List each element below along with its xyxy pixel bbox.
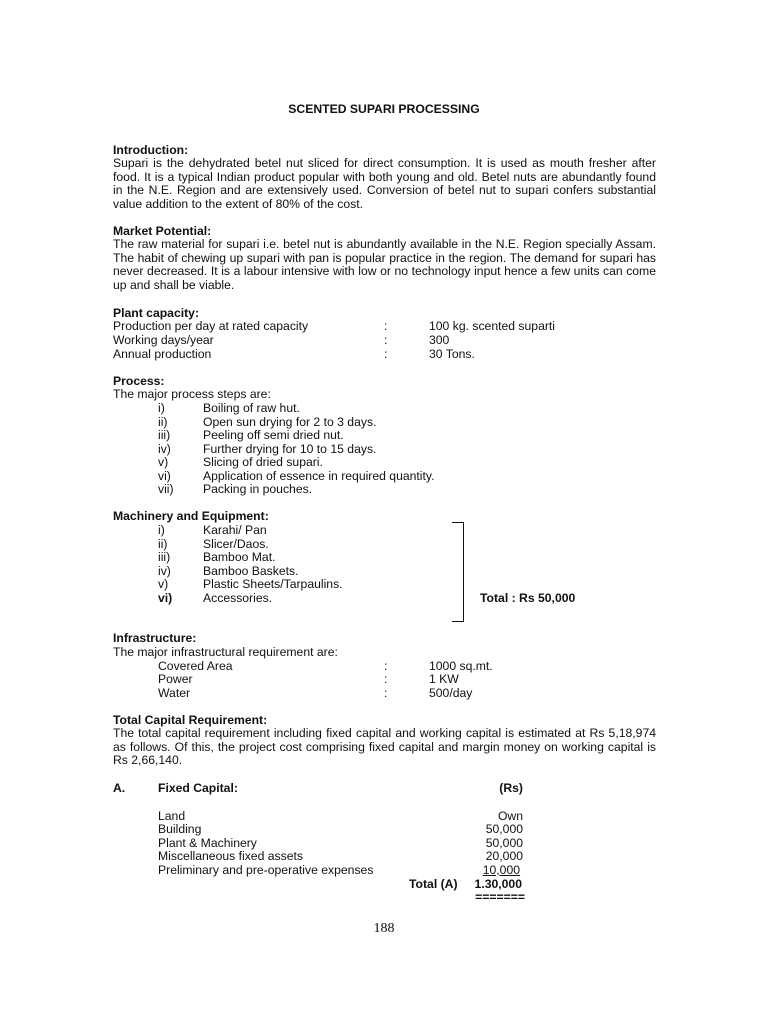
fixed-capital-row-label: Building: [158, 822, 202, 836]
process-heading: Process:: [113, 374, 165, 388]
fixed-capital-row-value: 20,000: [485, 849, 523, 863]
infrastructure-row-separator: :: [384, 659, 388, 673]
machinery-item-text: Accessories.: [203, 591, 273, 605]
plant-capacity-heading: Plant capacity:: [113, 306, 200, 320]
machinery-item-number: v): [158, 577, 169, 591]
machinery-item-text: Slicer/Daos.: [203, 537, 269, 551]
process-step-number: i): [158, 401, 165, 415]
capital-heading: Total Capital Requirement:: [113, 713, 268, 727]
process-step-text: Application of essence in required quantity.: [203, 469, 435, 483]
fixed-capital-total-value: 1.30,000: [474, 877, 522, 891]
machinery-item-text: Bamboo Mat.: [203, 550, 276, 564]
process-step-number: iv): [158, 442, 171, 456]
infrastructure-intro: The major infrastructural requirement are:: [113, 645, 338, 659]
plant-row-separator: :: [384, 347, 388, 361]
introduction-heading: Introduction:: [113, 143, 189, 157]
infrastructure-row-separator: :: [384, 686, 388, 700]
market-potential-heading: Market Potential:: [113, 224, 212, 238]
fixed-capital-row-value: 50,000: [485, 822, 523, 836]
machinery-item-number: ii): [158, 537, 168, 551]
machinery-item-text: Plastic Sheets/Tarpaulins.: [203, 577, 343, 591]
plant-row-value: 300: [429, 333, 450, 347]
infrastructure-row-label: Covered Area: [158, 659, 233, 673]
machinery-heading: Machinery and Equipment:: [113, 509, 269, 523]
infrastructure-row-value: 500/day: [429, 686, 473, 700]
plant-row-label: Production per day at rated capacity: [113, 319, 309, 333]
process-step-number: vii): [158, 482, 174, 496]
fixed-capital-row-label: Preliminary and pre-operative expenses: [158, 863, 374, 877]
machinery-item-text: Bamboo Baskets.: [203, 564, 299, 578]
infrastructure-row-value: 1000 sq.mt.: [429, 659, 493, 673]
fixed-capital-heading: Fixed Capital:: [158, 781, 238, 795]
process-intro: The major process steps are:: [113, 387, 271, 401]
fixed-capital-row-value: 10,000: [482, 863, 520, 877]
infrastructure-row-label: Power: [158, 672, 193, 686]
infrastructure-row-separator: :: [384, 672, 388, 686]
process-step-number: iii): [158, 428, 171, 442]
fixed-capital-unit: (Rs): [499, 781, 523, 795]
fixed-capital-row-label: Miscellaneous fixed assets: [158, 849, 303, 863]
plant-row-value: 100 kg. scented suparti: [429, 319, 556, 333]
machinery-item-number: iii): [158, 550, 171, 564]
process-step-text: Boiling of raw hut.: [203, 401, 300, 415]
plant-row-label: Working days/year: [113, 333, 214, 347]
plant-row-separator: :: [384, 333, 388, 347]
infrastructure-row-label: Water: [158, 686, 191, 700]
process-step-text: Packing in pouches.: [203, 482, 313, 496]
fixed-capital-total-label: Total (A): [409, 877, 458, 891]
introduction-text: Supari is the dehydrated betel nut sliced for direct consumption. It is used as mouth fresher after food. It is a typical Indian product popular with both young and old. Betel nuts are abundantly found in the N.E. Region and are extensively used. Conversion of betel nut to supari confers substantial value addition to the extent of 80% of the cost.: [113, 156, 656, 211]
process-step-text: Peeling off semi dried nut.: [203, 428, 344, 442]
fixed-capital-row-label: Plant & Machinery: [158, 836, 257, 850]
process-step-number: vi): [158, 469, 171, 483]
machinery-item-number: iv): [158, 564, 171, 578]
process-step-number: v): [158, 455, 169, 469]
market-potential-text: The raw material for supari i.e. betel nut is abundantly available in the N.E. Region specially Assam. The habit of chewing up supari with pan is popular practice in the region. The demand for supari has never decreased. It is a labour intensive with low or no technology input hence a few units can come up and shall be viable.: [113, 237, 656, 292]
fixed-capital-row-value: Own: [497, 809, 523, 823]
double-rule: =======: [475, 890, 525, 904]
infrastructure-row-value: 1 KW: [429, 672, 459, 686]
process-step-number: ii): [158, 415, 168, 429]
plant-row-label: Annual production: [113, 347, 212, 361]
machinery-item-number: vi): [158, 591, 173, 605]
machinery-item-number: i): [158, 523, 165, 537]
capital-text: The total capital requirement including fixed capital and working capital is estimated at Rs 5,18,974 as follows. Of this, the project cost comprising fixed capital and margin money on working capital is Rs 2,66,140.: [113, 726, 656, 768]
fixed-capital-letter: A.: [113, 781, 126, 795]
grouping-bracket: [452, 522, 464, 622]
machinery-total: Total : Rs 50,000: [480, 591, 576, 605]
page-number: 188: [373, 921, 395, 936]
process-step-text: Further drying for 10 to 15 days.: [203, 442, 377, 456]
process-step-text: Slicing of dried supari.: [203, 455, 323, 469]
fixed-capital-row-value: 50,000: [485, 836, 523, 850]
fixed-capital-row-label: Land: [158, 809, 186, 823]
infrastructure-heading: Infrastructure:: [113, 631, 197, 645]
machinery-item-text: Karahi/ Pan: [203, 523, 267, 537]
process-step-text: Open sun drying for 2 to 3 days.: [203, 415, 377, 429]
page-title: SCENTED SUPARI PROCESSING: [288, 102, 480, 116]
plant-row-separator: :: [384, 319, 388, 333]
plant-row-value: 30 Tons.: [429, 347, 475, 361]
